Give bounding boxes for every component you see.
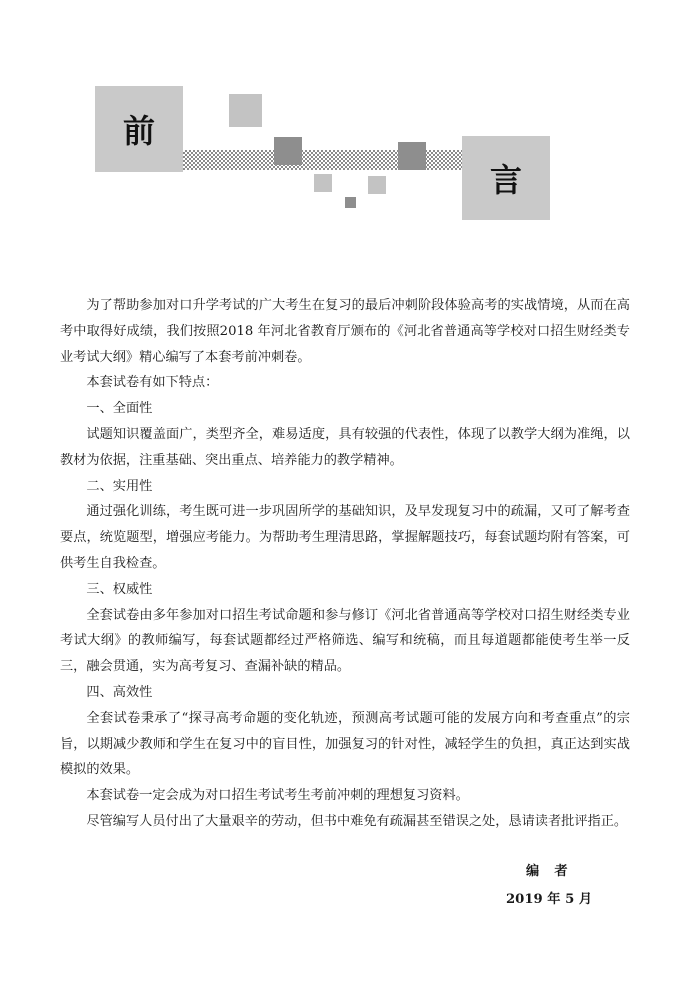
paragraph-comprehensive: 试题知识覆盖面广，类型齐全，难易适度，具有较强的代表性，体现了以教学大纲为准绳，以教材为依据，注重基础、突出重点、培养能力的教学精神。: [60, 426, 630, 468]
title-block-right: [462, 136, 550, 220]
paragraph-apology: 尽管编写人员付出了大量艰辛的劳动，但书中难免有疏漏甚至错误之处，恳请读者批评指正。: [86, 813, 628, 829]
deco-square: [345, 197, 356, 208]
heading-authoritative: 三、权威性: [86, 581, 153, 597]
heading-efficient: 四、高效性: [86, 684, 153, 700]
paragraph-intro: 为了帮助参加对口升学考试的广大考生在复习的最后冲刺阶段体验高考的实战情境，从而在高考中取得好成绩，我们按照2018 年河北省教育厅颁布的《河北省普通高等学校对口招生财经类专业考试大纲》精心编写了本套考前冲刺卷。: [60, 298, 630, 365]
paragraph-practical: 通过强化训练，考生既可进一步巩固所学的基础知识，及早发现复习中的疏漏，又可了解考查要点，统览题型，增强应考能力。为帮助考生理清思路，掌握解题技巧，每套试题均附有答案，可供考生自我检查。: [60, 504, 630, 571]
title-char-yan: 言: [489, 161, 522, 199]
paragraph-features-lead: 本套试卷有如下特点：: [86, 375, 219, 391]
title-char-qian: 前: [122, 112, 155, 150]
paragraph-conclusion: 本套试卷一定会成为对口招生考试考生考前冲刺的理想复习资料。: [86, 788, 469, 804]
signoff: [488, 858, 598, 914]
heading-practical: 二、实用性: [86, 478, 153, 494]
deco-square: [229, 94, 262, 127]
heading-comprehensive: 一、全面性: [86, 401, 153, 417]
preface-header-art: [0, 0, 687, 240]
date-label: 2019 年 5 月: [506, 892, 593, 907]
paragraph-authoritative: 全套试卷由多年参加对口招生考试命题和参与修订《河北省普通高等学校对口招生财经类专业考试大纲》的教师编写，每套试题都经过严格筛选、编写和统稿，而且每道题都能使考生举一反三，融会贯通，实为高考复习、查漏补缺的精品。: [60, 607, 630, 675]
paragraph-efficient: 全套试卷秉承了“探寻高考命题的变化轨迹，预测高考试题可能的发展方向和考查重点”的宗旨，以期减少教师和学生在复习中的盲目性，加强复习的针对性，减轻学生的负担，真正达到实战模拟的效果。: [60, 710, 630, 778]
deco-square: [274, 137, 302, 165]
preface-body: [60, 293, 630, 835]
deco-square: [398, 142, 426, 170]
deco-square: [368, 176, 386, 194]
author-label: 编 者: [526, 864, 569, 879]
deco-square: [314, 174, 332, 192]
title-block-left: [95, 86, 183, 172]
